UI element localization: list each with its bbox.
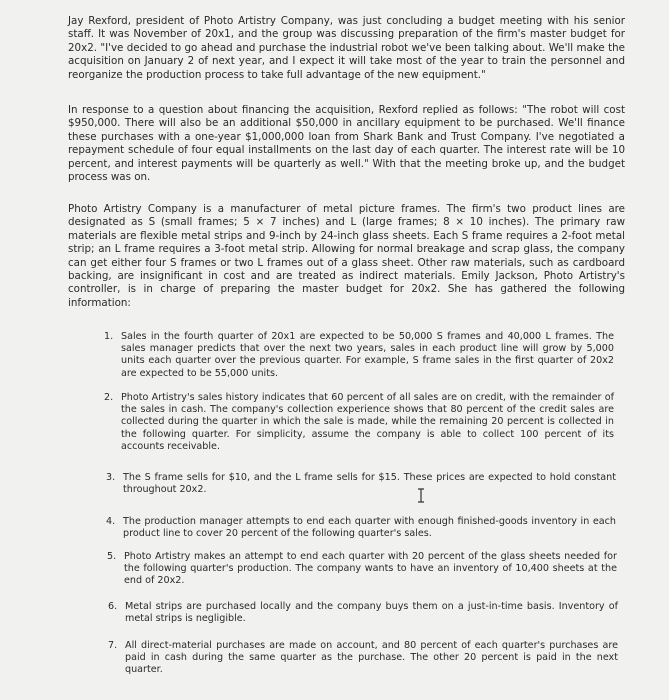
list-item-text: Photo Artistry makes an attempt to end each quarter with 20 percent of the glass sheets needed for the following quarter's production. The company wants to have an inventory of 10,400 sheets at the end of 20x2. [124,551,617,587]
list-item-number: 1. [104,331,114,342]
list-item [108,640,618,677]
list-item [104,331,614,380]
list-item [104,392,614,453]
list-item-number: 7. [108,640,118,651]
paragraph-financing: In response to a question about financing the acquisition, Rexford replied as follows: "The robot will cost $950,000. There will also be an additional $50,000 in ancillary equipment to be purchased. We'll finance these purchases with a one-year $1,000,000 loan from Shark Bank and Trust Company. I've negotiated a repayment schedule of four equal installments on the last day of each quarter. The interest rate will be 10 percent, and interest payments will be quarterly as well." With that the meeting broke up, and the budget process was on. [68,104,625,184]
list-item-number: 4. [106,516,116,527]
list-item-number: 2. [104,392,114,403]
list-item-text: All direct-material purchases are made on account, and 80 percent of each quarter's purchases are paid in cash during the same quarter as the purchase. The other 20 percent is paid in the next quarter. [125,640,618,676]
text-cursor-icon [416,488,426,503]
list-item-text: The production manager attempts to end each quarter with enough finished-goods inventory in each product line to cover 20 percent of the following quarter's sales. [123,516,616,540]
list-item-text: The S frame sells for $10, and the L frame sells for $15. These prices are expected to hold constant throughout 20x2. [123,472,616,496]
list-item-text: Sales in the fourth quarter of 20x1 are expected to be 50,000 S frames and 40,000 L frames. The sales manager predicts that over the next two years, sales in each product line will grow by 5,000 units each quarter over the previous quarter. For example, S frame sales in the first quarter of 20x2 are expected to be 55,000 units. [121,331,614,379]
list-item-number: 6. [108,601,118,612]
list-item [106,516,616,540]
list-item-number: 5. [107,551,117,562]
list-item [106,472,616,496]
paragraph-company: Photo Artistry Company is a manufacturer of metal picture frames. The firm's two product lines are designated as S (small frames; 5 × 7 inches) and L (large frames; 8 × 10 inches). The primary raw materials are flexible metal strips and 9-inch by 24-inch glass sheets. Each S frame requires a 2-foot metal strip; an L frame requires a 3-foot metal strip. Allowing for normal breakage and scrap glass, the company can get either four S frames or two L frames out of a glass sheet. Other raw materials, such as cardboard backing, are insignificant in cost and are treated as indirect materials. Emily Jackson, Photo Artistry's controller, is in charge of preparing the master budget for 20x2. She has gathered the following information: [68,203,625,309]
list-item-text: Photo Artistry's sales history indicates that 60 percent of all sales are on credit, with the remainder of the sales in cash. The company's collection experience shows that 80 percent of the credit sales are collected during the quarter in which the sale is made, while the remaining 20 percent is collected in the following quarter. For simplicity, assume the company is able to collect 100 percent of its accounts receivable. [121,392,614,452]
paragraph-intro: Jay Rexford, president of Photo Artistry Company, was just concluding a budget meeting with his senior staff. It was November of 20x1, and the group was discussing preparation of the firm's master budget for 20x2. "I've decided to go ahead and purchase the industrial robot we've been talking about. We'll make the acquisition on January 2 of next year, and I expect it will take most of the year to train the personnel and reorganize the production process to take full advantage of the new equipment." [68,15,625,81]
list-item [108,601,618,625]
list-item-text: Metal strips are purchased locally and the company buys them on a just-in-time basis. Inventory of metal strips is negligible. [125,601,618,625]
list-item [107,551,617,588]
list-item-number: 3. [106,472,116,483]
